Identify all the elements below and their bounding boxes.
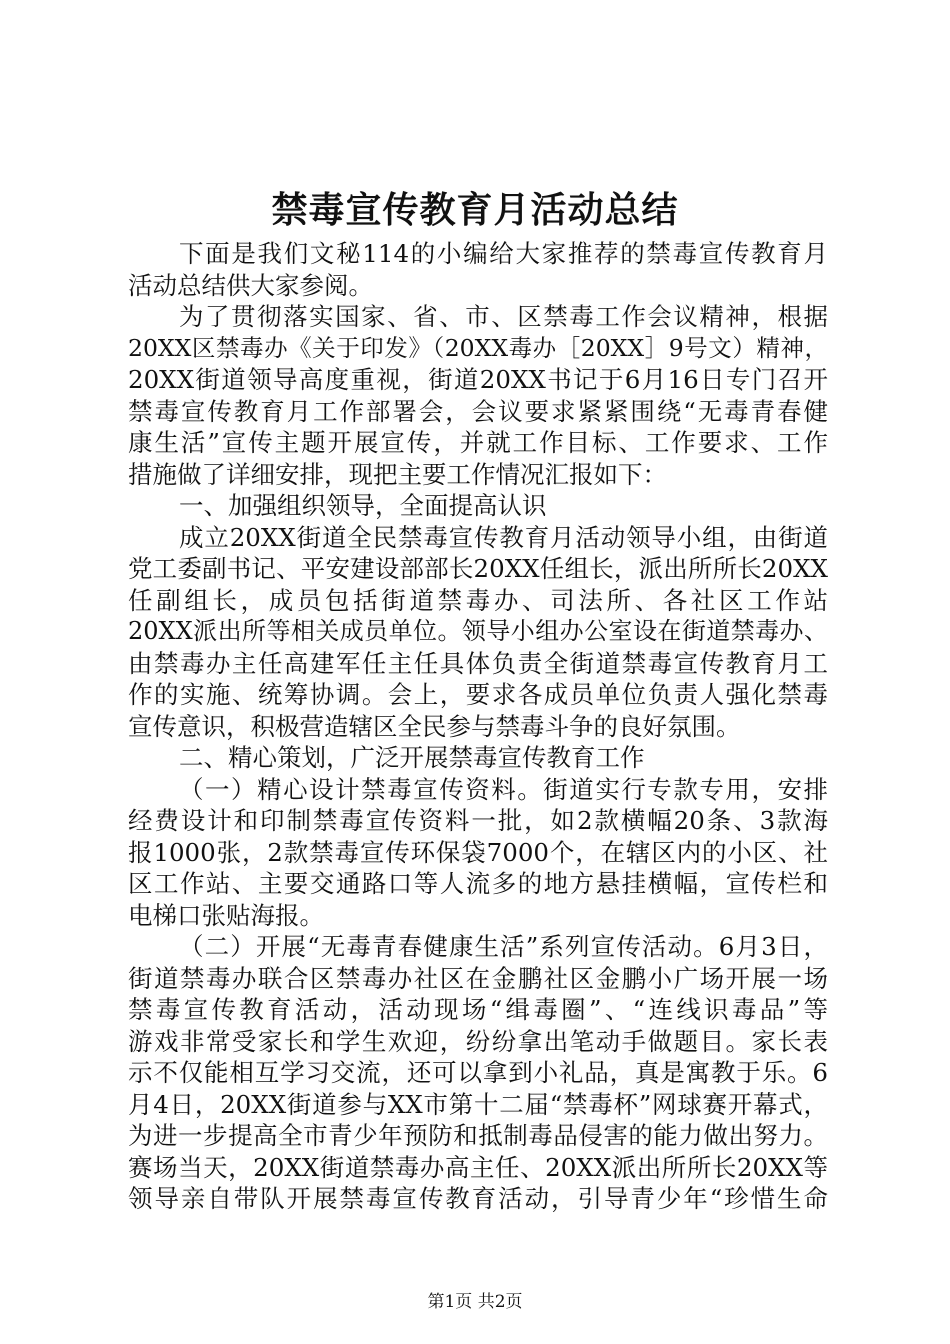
text-line: 区工作站、主要交通路口等人流多的地方悬挂横幅，宣传栏和 xyxy=(128,869,828,898)
text-line: 20XX区禁毒办《关于印发》（20XX毒办［20XX］9号文）精神， xyxy=(128,333,828,362)
text-line: 禁毒宣传教育月工作部署会，会议要求紧紧围绕“无毒青春健 xyxy=(128,396,828,426)
text-line: 措施做了详细安排，现把主要工作情况汇报如下： xyxy=(128,459,667,489)
text-line: 街道禁毒办联合区禁毒办社区在金鹏社区金鹏小广场开展一场 xyxy=(128,963,828,993)
text-line: 20XX街道领导高度重视，街道20XX书记于6月16日专门召开 xyxy=(128,365,828,394)
text-line: （一）精心设计禁毒宣传资料。街道实行专款专用，安排 xyxy=(179,774,828,804)
document-body xyxy=(128,238,828,1215)
text-line: 游戏非常受家长和学生欢迎，纷纷拿出笔动手做题目。家长表 xyxy=(128,1026,828,1056)
text-line: 月4日，20XX街道参与XX市第十二届“禁毒杯”网球赛开幕式， xyxy=(128,1089,828,1119)
page-footer: 第1页 共2页 xyxy=(427,1292,523,1312)
text-line: 禁毒宣传教育活动，活动现场“缉毒圈”、“连线识毒品”等 xyxy=(128,995,828,1024)
text-line: 康生活”宣传主题开展宣传，并就工作目标、工作要求、工作 xyxy=(128,428,828,457)
text-line: 一、加强组织领导，全面提高认识 xyxy=(179,491,547,520)
text-line: 为了贯彻落实国家、省、市、区禁毒工作会议精神，根据 xyxy=(179,302,828,331)
text-line: 由禁毒办主任高建军任主任具体负责全街道禁毒宣传教育月工 xyxy=(128,648,828,678)
text-line: 二、精心策划，广泛开展禁毒宣传教育工作 xyxy=(179,743,645,772)
text-line: 下面是我们文秘114的小编给大家推荐的禁毒宣传教育月 xyxy=(179,239,828,268)
text-line: 赛场当天，20XX街道禁毒办高主任、20XX派出所所长20XX等 xyxy=(128,1152,828,1182)
text-line: 任副组长，成员包括街道禁毒办、司法所、各社区工作站 xyxy=(128,585,828,615)
text-line: 成立20XX街道全民禁毒宣传教育月活动领导小组，由街道 xyxy=(179,522,828,552)
text-line: 报1000张，2款禁毒宣传环保袋7000个，在辖区内的小区、社 xyxy=(128,837,828,867)
text-line: 宣传意识，积极营造辖区全民参与禁毒斗争的良好氛围。 xyxy=(128,711,741,741)
text-line: 电梯口张贴海报。 xyxy=(128,900,324,930)
text-line: 活动总结供大家参阅。 xyxy=(128,270,373,300)
document-title: 禁毒宣传教育月活动总结 xyxy=(271,189,679,231)
text-line: 作的实施、统筹协调。会上，要求各成员单位负责人强化禁毒 xyxy=(128,680,828,709)
text-line: 示不仅能相互学习交流，还可以拿到小礼品，真是寓教于乐。6 xyxy=(128,1058,828,1087)
text-line: 经费设计和印制禁毒宣传资料一批，如2款横幅20条、3款海 xyxy=(128,806,828,835)
text-line: 20XX派出所等相关成员单位。领导小组办公室设在街道禁毒办、 xyxy=(128,617,828,645)
text-line: 党工委副书记、平安建设部部长20XX任组长，派出所所长20XX xyxy=(128,554,828,583)
text-line: 领导亲自带队开展禁毒宣传教育活动，引导青少年“珍惜生命 xyxy=(128,1184,828,1213)
text-line: （二）开展“无毒青春健康生活”系列宣传活动。6月3日， xyxy=(179,932,828,961)
text-line: 为进一步提高全市青少年预防和抵制毒品侵害的能力做出努力。 xyxy=(128,1121,828,1150)
